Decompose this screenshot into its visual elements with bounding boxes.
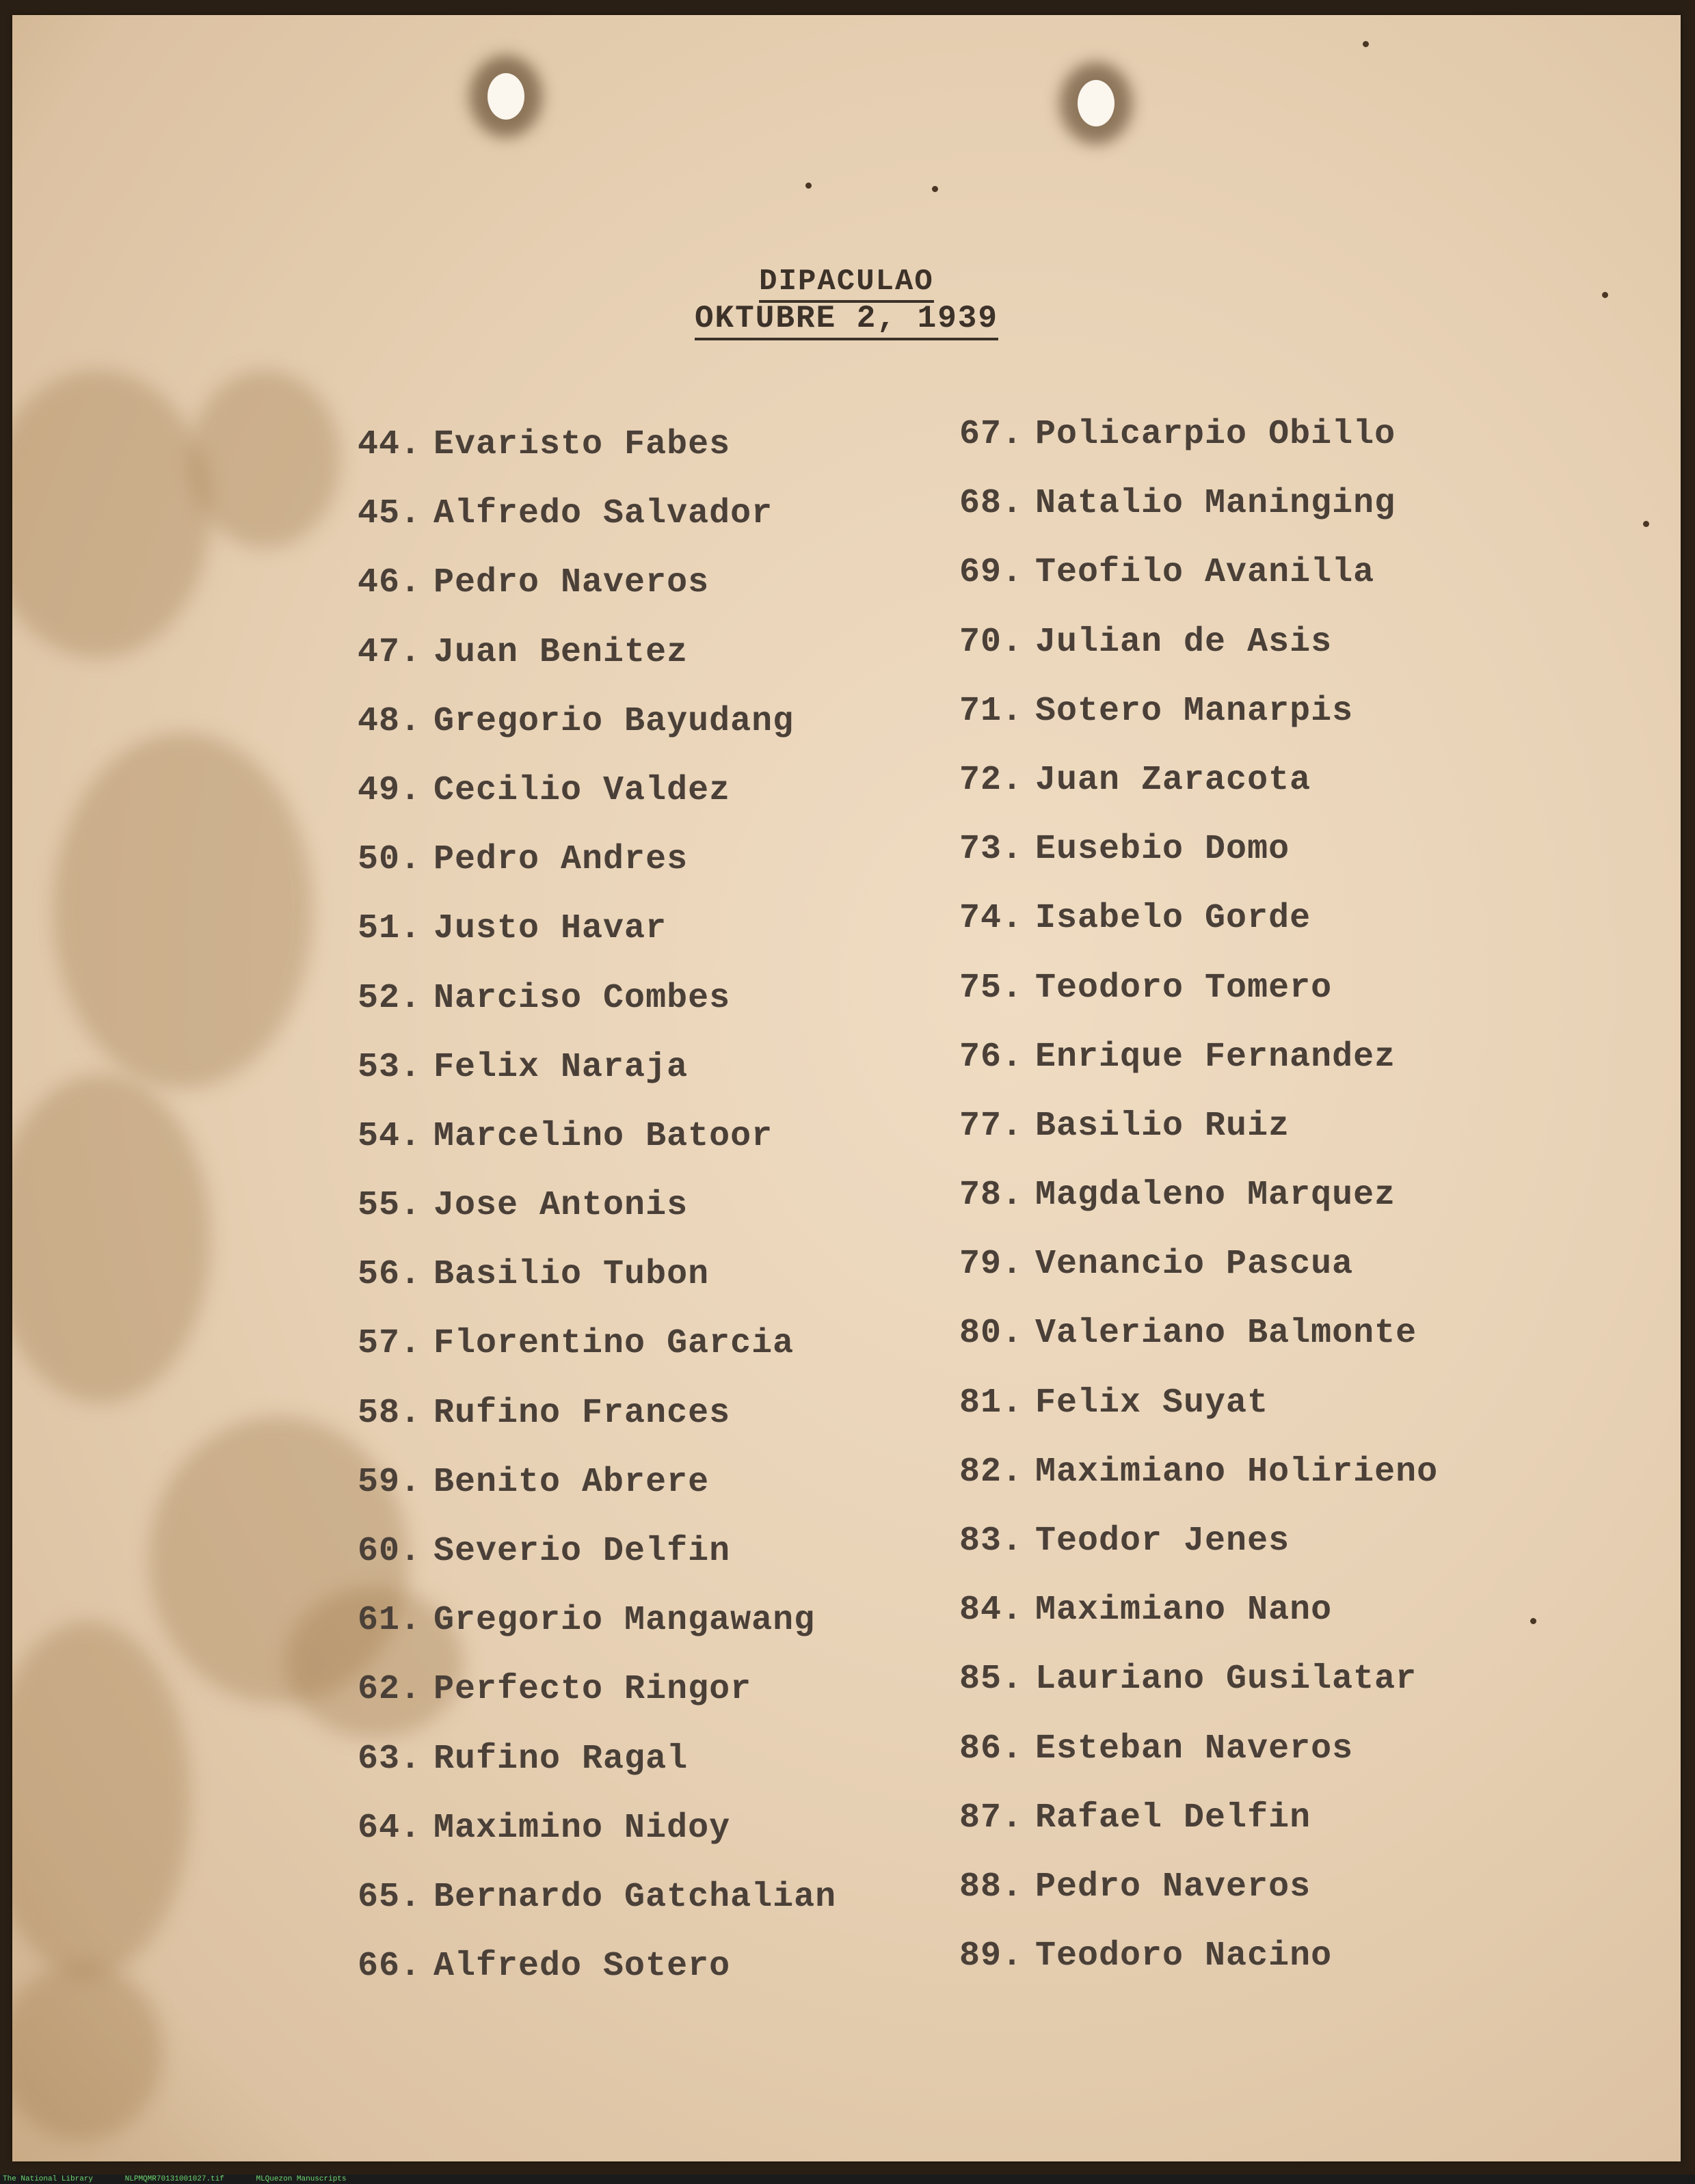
names-list-left	[358, 425, 836, 2016]
entry-name: Julian de Asis	[1035, 622, 1333, 662]
entry-name: Rufino Frances	[433, 1393, 731, 1433]
list-item	[959, 1176, 1438, 1245]
entry-name: Severio Delfin	[433, 1532, 731, 1571]
entry-number: 64.	[358, 1808, 422, 1848]
entry-name: Gregorio Bayudang	[433, 701, 795, 741]
entry-name: Perfecto Ringor	[433, 1670, 752, 1710]
entry-name: Teodoro Tomero	[1035, 968, 1333, 1008]
list-item	[959, 692, 1438, 761]
list-item	[959, 484, 1438, 553]
entry-name: Juan Zaracota	[1035, 760, 1311, 800]
list-item	[358, 979, 836, 1048]
entry-number: 82.	[959, 1452, 1024, 1492]
entry-number: 61.	[358, 1601, 422, 1641]
entry-name: Sotero Manarpis	[1035, 691, 1354, 731]
list-item	[358, 1255, 836, 1324]
entry-number: 73.	[959, 830, 1024, 869]
entry-number: 56.	[358, 1255, 422, 1295]
ink-speck	[1643, 521, 1649, 527]
entry-number: 79.	[959, 1245, 1024, 1284]
entry-name: Jose Antonis	[433, 1186, 689, 1226]
list-item	[358, 1740, 836, 1809]
list-item	[358, 425, 836, 494]
entry-number: 59.	[358, 1462, 422, 1502]
list-item	[959, 761, 1438, 830]
entry-name: Pedro Naveros	[433, 563, 710, 603]
punch-hole	[1078, 80, 1115, 126]
entry-number: 67.	[959, 415, 1024, 454]
water-stain	[12, 1075, 211, 1403]
water-stain	[190, 370, 341, 548]
list-item	[959, 1245, 1438, 1314]
list-item	[358, 1532, 836, 1601]
entry-name: Felix Naraja	[433, 1047, 689, 1087]
entry-number: 84.	[959, 1591, 1024, 1630]
list-item	[959, 1038, 1438, 1107]
entry-number: 55.	[358, 1186, 422, 1226]
entry-name: Bernardo Gatchalian	[433, 1877, 837, 1917]
archive-footer	[0, 2174, 1695, 2184]
list-item	[959, 1660, 1438, 1729]
entry-name: Florentino Garcia	[433, 1324, 795, 1364]
entry-name: Policarpio Obillo	[1035, 415, 1396, 454]
entry-number: 51.	[358, 909, 422, 949]
water-stain	[12, 1963, 163, 2141]
list-item	[959, 1937, 1438, 2006]
list-item	[358, 1324, 836, 1393]
entry-name: Narciso Combes	[433, 978, 731, 1018]
water-stain	[12, 370, 211, 658]
footer-file: NLPMQMR70131001027.tif	[124, 2175, 224, 2183]
entry-number: 57.	[358, 1324, 422, 1364]
entry-name: Benito Abrere	[433, 1462, 710, 1502]
entry-name: Gregorio Mangawang	[433, 1601, 816, 1641]
entry-number: 71.	[959, 691, 1024, 731]
list-item	[959, 1314, 1438, 1383]
footer-collection: MLQuezon Manuscripts	[256, 2175, 347, 2183]
list-item	[358, 1048, 836, 1117]
list-item	[358, 1878, 836, 1947]
entry-name: Teodor Jenes	[1035, 1522, 1290, 1561]
list-item	[358, 633, 836, 702]
water-stain	[12, 1621, 190, 1977]
entry-name: Maximino Nidoy	[433, 1808, 731, 1848]
entry-number: 48.	[358, 701, 422, 741]
entry-number: 68.	[959, 484, 1024, 524]
footer-library: The National Library	[3, 2175, 94, 2183]
list-item	[358, 1394, 836, 1463]
document-page	[12, 15, 1681, 2161]
entry-name: Teodoro Nacino	[1035, 1937, 1333, 1976]
entry-number: 46.	[358, 563, 422, 603]
entry-name: Rufino Ragal	[433, 1739, 689, 1779]
list-item	[959, 969, 1438, 1038]
entry-name: Evaristo Fabes	[433, 425, 731, 464]
entry-number: 83.	[959, 1522, 1024, 1561]
document-date: OKTUBRE 2, 1939	[12, 301, 1681, 336]
entry-number: 47.	[358, 632, 422, 672]
entry-number: 74.	[959, 899, 1024, 939]
entry-number: 75.	[959, 968, 1024, 1008]
entry-name: Juan Benitez	[433, 632, 689, 672]
entry-number: 66.	[358, 1947, 422, 1986]
entry-number: 45.	[358, 494, 422, 534]
document-title: DIPACULAO	[12, 265, 1681, 299]
list-item	[959, 415, 1438, 484]
list-item	[959, 1384, 1438, 1453]
list-item	[358, 702, 836, 771]
list-item	[959, 553, 1438, 622]
entry-name: Venancio Pascua	[1035, 1245, 1354, 1284]
entry-number: 69.	[959, 553, 1024, 593]
entry-name: Justo Havar	[433, 909, 667, 949]
entry-name: Basilio Ruiz	[1035, 1106, 1290, 1146]
entry-number: 52.	[358, 978, 422, 1018]
entry-name: Alfredo Sotero	[433, 1947, 731, 1986]
entry-number: 62.	[358, 1670, 422, 1710]
entry-number: 63.	[358, 1739, 422, 1779]
list-item	[358, 1601, 836, 1670]
ink-speck	[1530, 1618, 1536, 1624]
ink-speck	[1363, 41, 1369, 47]
entry-number: 87.	[959, 1798, 1024, 1837]
entry-number: 88.	[959, 1867, 1024, 1906]
entry-name: Valeriano Balmonte	[1035, 1314, 1417, 1353]
list-item	[959, 1453, 1438, 1522]
entry-name: Teofilo Avanilla	[1035, 553, 1375, 593]
entry-name: Isabelo Gorde	[1035, 899, 1311, 939]
entry-number: 86.	[959, 1729, 1024, 1768]
list-item	[959, 1522, 1438, 1591]
list-item	[959, 1729, 1438, 1798]
entry-number: 65.	[358, 1877, 422, 1917]
entry-name: Marcelino Batoor	[433, 1116, 773, 1156]
entry-number: 54.	[358, 1116, 422, 1156]
entry-name: Maximiano Holirieno	[1035, 1452, 1439, 1492]
entry-number: 89.	[959, 1937, 1024, 1976]
entry-name: Felix Suyat	[1035, 1383, 1269, 1423]
list-item	[358, 1670, 836, 1739]
water-stain	[53, 733, 313, 1088]
entry-number: 70.	[959, 622, 1024, 662]
list-item	[358, 494, 836, 563]
entry-number: 72.	[959, 760, 1024, 800]
entry-number: 44.	[358, 425, 422, 464]
entry-name: Eusebio Domo	[1035, 830, 1290, 869]
list-item	[358, 1186, 836, 1255]
entry-name: Esteban Naveros	[1035, 1729, 1354, 1768]
entry-number: 77.	[959, 1106, 1024, 1146]
names-list-right	[959, 415, 1438, 2006]
punch-hole	[488, 73, 524, 120]
list-item	[358, 1947, 836, 2016]
entry-name: Cecilio Valdez	[433, 770, 731, 810]
list-item	[358, 563, 836, 632]
list-item	[358, 909, 836, 978]
entry-number: 50.	[358, 840, 422, 880]
entry-number: 78.	[959, 1176, 1024, 1215]
entry-name: Lauriano Gusilatar	[1035, 1660, 1417, 1699]
list-item	[959, 1798, 1438, 1868]
list-item	[358, 1117, 836, 1186]
entry-name: Pedro Naveros	[1035, 1867, 1311, 1906]
entry-name: Alfredo Salvador	[433, 494, 773, 534]
entry-number: 80.	[959, 1314, 1024, 1353]
list-item	[358, 1809, 836, 1878]
entry-number: 60.	[358, 1532, 422, 1571]
list-item	[959, 899, 1438, 968]
entry-name: Enrique Fernandez	[1035, 1037, 1396, 1077]
list-item	[959, 830, 1438, 899]
entry-name: Natalio Maninging	[1035, 484, 1396, 524]
entry-name: Basilio Tubon	[433, 1255, 710, 1295]
list-item	[358, 840, 836, 909]
list-item	[358, 1463, 836, 1532]
list-item	[959, 1868, 1438, 1937]
entry-name: Magdaleno Marquez	[1035, 1176, 1396, 1215]
ink-speck	[805, 183, 812, 189]
list-item	[959, 1107, 1438, 1176]
entry-name: Maximiano Nano	[1035, 1591, 1333, 1630]
entry-number: 85.	[959, 1660, 1024, 1699]
entry-number: 76.	[959, 1037, 1024, 1077]
entry-number: 49.	[358, 770, 422, 810]
list-item	[358, 771, 836, 840]
entry-name: Pedro Andres	[433, 840, 689, 880]
entry-number: 53.	[358, 1047, 422, 1087]
list-item	[959, 623, 1438, 692]
entry-number: 81.	[959, 1383, 1024, 1423]
entry-name: Rafael Delfin	[1035, 1798, 1311, 1837]
ink-speck	[932, 186, 938, 192]
list-item	[959, 1591, 1438, 1660]
entry-number: 58.	[358, 1393, 422, 1433]
